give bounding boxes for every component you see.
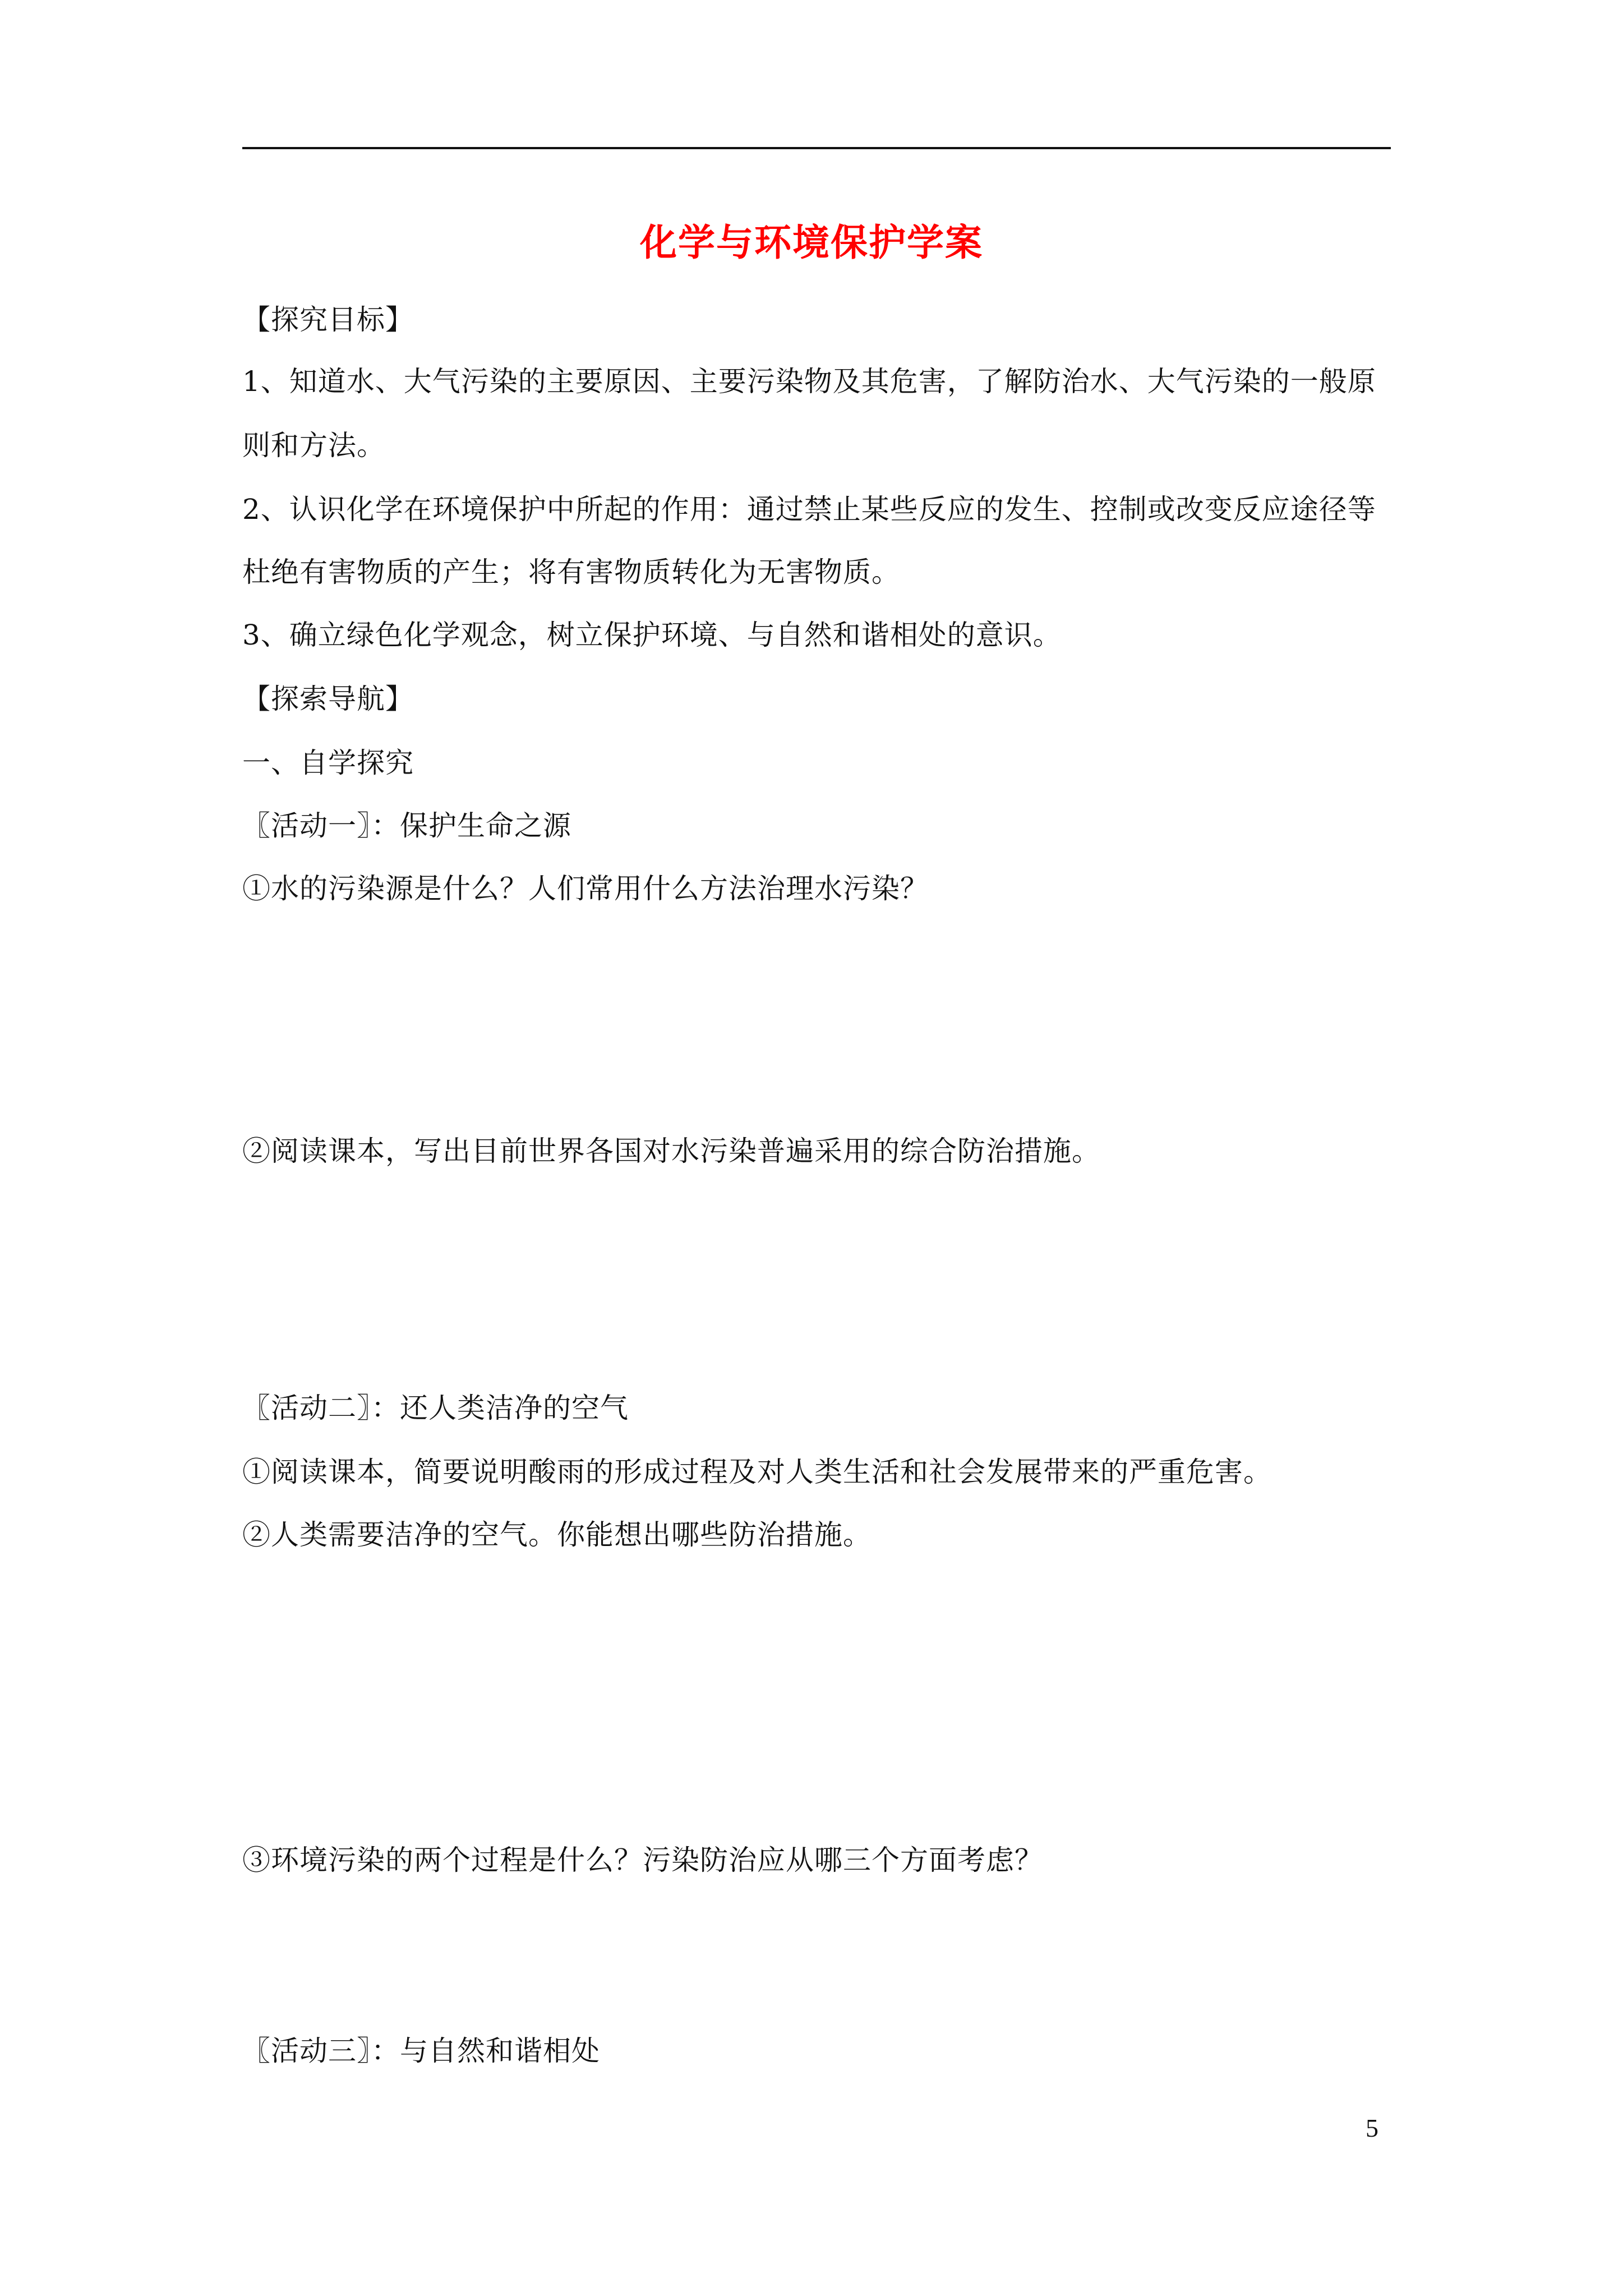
activity-2-question-1: ①阅读课本，简要说明酸雨的形成过程及对人类生活和社会发展带来的严重危害。	[242, 1456, 1272, 1488]
objective-item-1-line-1: 1、知道水、大气污染的主要原因、主要污染物及其危害，了解防治水、大气污染的一般原	[242, 365, 1376, 398]
objective-item-1-line-2: 则和方法。	[242, 429, 385, 462]
activity-2-question-2: ②人类需要洁净的空气。你能想出哪些防治措施。	[242, 1519, 872, 1551]
objective-item-2-line-2: 杜绝有害物质的产生；将有害物质转化为无害物质。	[242, 556, 900, 588]
section-self-study: 一、自学探究	[242, 747, 414, 779]
activity-1-question-2: ②阅读课本，写出目前世界各国对水污染普遍采用的综合防治措施。	[242, 1135, 1100, 1167]
document-title: 化学与环境保护学案	[640, 220, 983, 264]
activity-1-title: 〖活动一〗：保护生命之源	[242, 809, 571, 842]
activity-2-question-3: ③环境污染的两个过程是什么？污染防治应从哪三个方面考虑？	[242, 1844, 1043, 1876]
header-rule	[242, 147, 1391, 149]
objective-item-3: 3、确立绿色化学观念，树立保护环境、与自然和谐相处的意识。	[242, 619, 1062, 651]
navigation-heading: 【探索导航】	[242, 683, 414, 715]
activity-2-title: 〖活动二〗：还人类洁净的空气	[242, 1392, 629, 1424]
objectives-heading: 【探究目标】	[242, 303, 414, 336]
activity-1-question-1: ①水的污染源是什么？人们常用什么方法治理水污染？	[242, 872, 929, 905]
objective-item-2-line-1: 2、认识化学在环境保护中所起的作用：通过禁止某些反应的发生、控制或改变反应途径等	[242, 493, 1376, 526]
activity-3-title: 〖活动三〗：与自然和谐相处	[242, 2035, 600, 2067]
page-number: 5	[1366, 2114, 1378, 2142]
